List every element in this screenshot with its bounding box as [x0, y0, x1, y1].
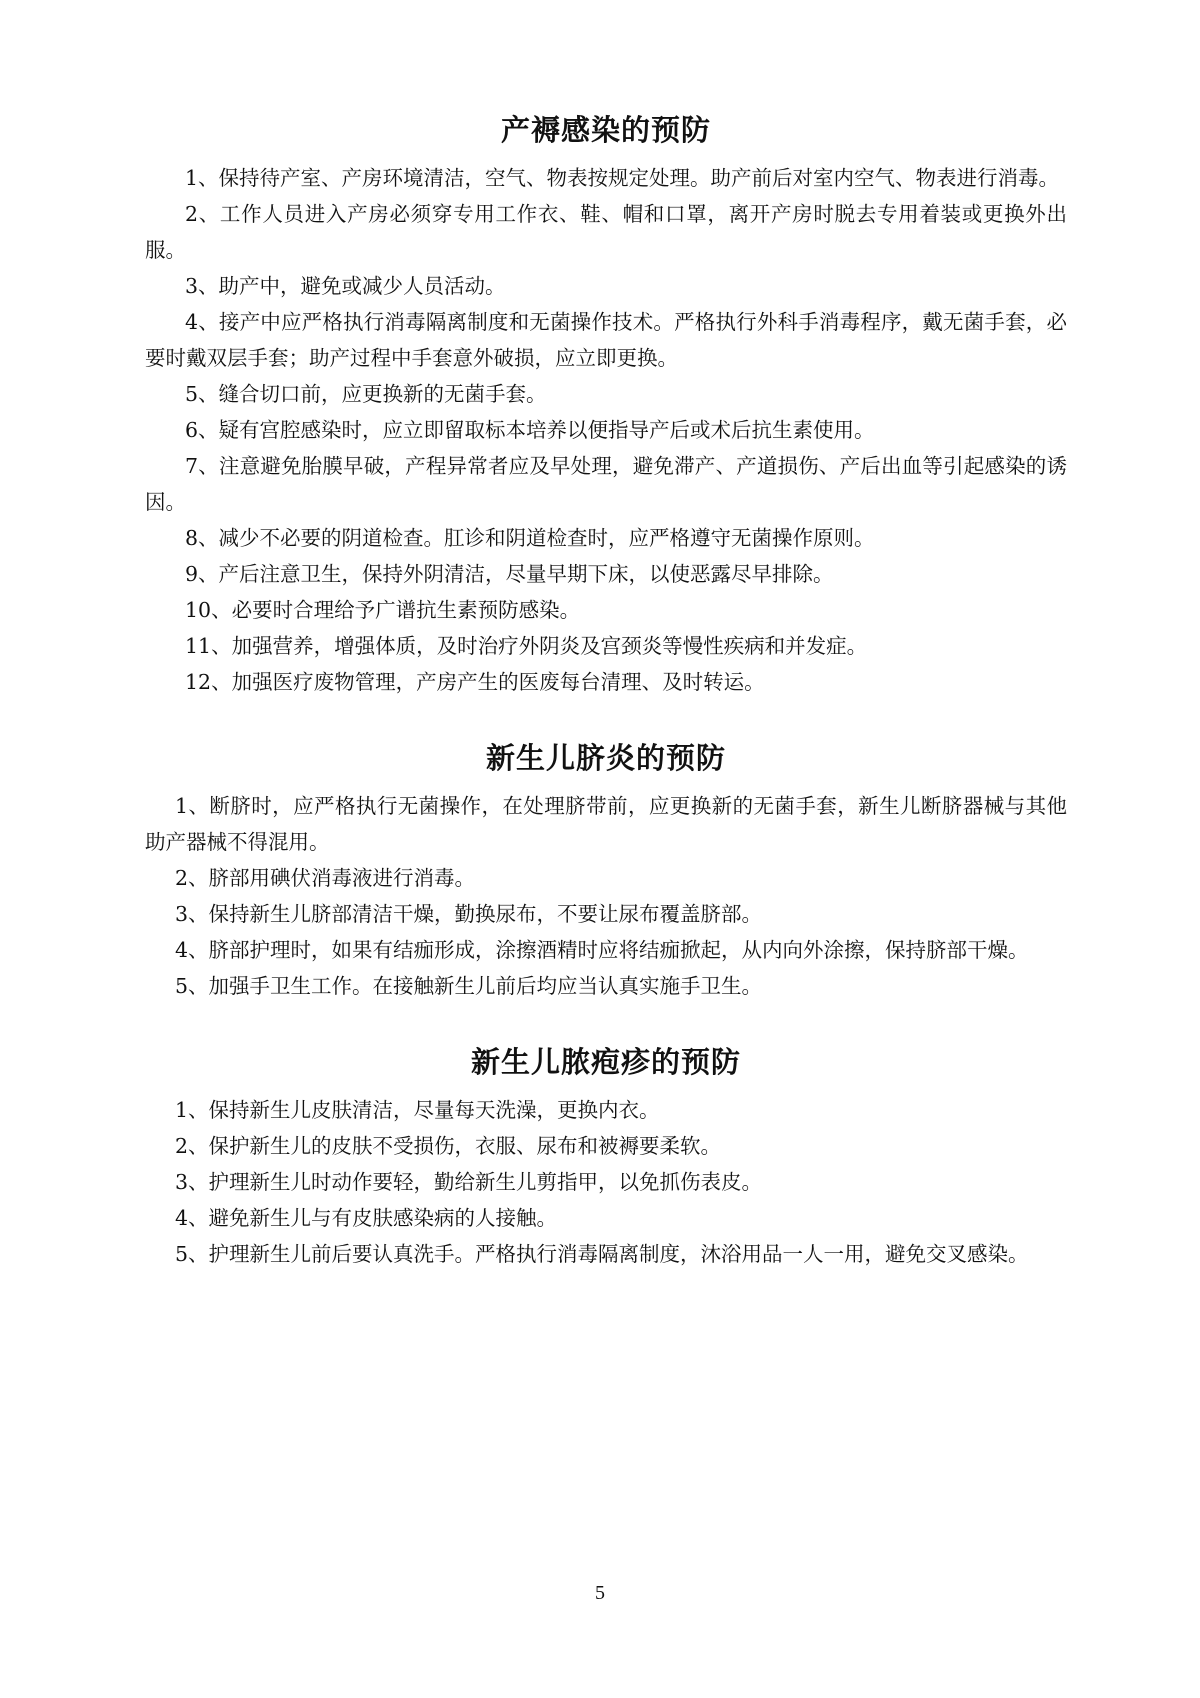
list-item: 1、保持待产室、产房环境清洁，空气、物表按规定处理。助产前后对室内空气、物表进行消毒。	[185, 166, 1060, 190]
document-page	[145, 100, 1067, 1300]
list-item: 3、护理新生儿时动作要轻，勤给新生儿剪指甲，以免抓伤表皮。	[175, 1170, 763, 1194]
list-item: 1、断脐时，应严格执行无菌操作，在处理脐带前，应更换新的无菌手套，新生儿断脐器械与其他助产器械不得混用。	[145, 794, 1067, 854]
section-neonatal-omphalitis	[145, 728, 1067, 1004]
list-item: 5、加强手卫生工作。在接触新生儿前后均应当认真实施手卫生。	[175, 974, 763, 998]
list-item: 4、脐部护理时，如果有结痂形成，涂擦酒精时应将结痂掀起，从内向外涂擦，保持脐部干燥。	[175, 938, 1029, 962]
list-item: 4、避免新生儿与有皮肤感染病的人接触。	[175, 1206, 558, 1230]
list-item: 6、疑有宫腔感染时，应立即留取标本培养以便指导产后或术后抗生素使用。	[185, 418, 875, 442]
list-item: 10、必要时合理给予广谱抗生素预防感染。	[185, 598, 581, 622]
list-item: 2、工作人员进入产房必须穿专用工作衣、鞋、帽和口罩，离开产房时脱去专用着装或更换外出服。	[145, 202, 1067, 262]
list-item: 5、缝合切口前，应更换新的无菌手套。	[185, 382, 547, 406]
section-title: 产褥感染的预防	[500, 113, 711, 147]
list-item: 4、接产中应严格执行消毒隔离制度和无菌操作技术。严格执行外科手消毒程序，戴无菌手套，必要时戴双层手套；助产过程中手套意外破损，应立即更换。	[145, 310, 1067, 370]
section-neonatal-impetigo	[145, 1032, 1067, 1272]
section-title: 新生儿脓疱疹的预防	[470, 1045, 741, 1079]
list-item: 11、加强营养，增强体质，及时治疗外阴炎及宫颈炎等慢性疾病和并发症。	[185, 634, 868, 658]
section-puerperal-infection	[145, 100, 1067, 700]
list-item: 8、减少不必要的阴道检查。肛诊和阴道检查时，应严格遵守无菌操作原则。	[185, 526, 875, 550]
list-item: 7、注意避免胎膜早破，产程异常者应及早处理，避免滞产、产道损伤、产后出血等引起感染的诱因。	[145, 454, 1067, 514]
list-item: 12、加强医疗废物管理，产房产生的医废每台清理、及时转运。	[185, 670, 765, 694]
list-item: 5、护理新生儿前后要认真洗手。严格执行消毒隔离制度，沐浴用品一人一用，避免交叉感染。	[175, 1242, 1029, 1266]
list-item: 3、助产中，避免或减少人员活动。	[185, 274, 506, 298]
list-item: 3、保持新生儿脐部清洁干燥，勤换尿布，不要让尿布覆盖脐部。	[175, 902, 763, 926]
section-title: 新生儿脐炎的预防	[485, 741, 726, 775]
list-item: 9、产后注意卫生，保持外阴清洁，尽量早期下床，以使恶露尽早排除。	[185, 562, 834, 586]
page-number: 5	[595, 1582, 605, 1604]
list-item: 1、保持新生儿皮肤清洁，尽量每天洗澡，更换内衣。	[175, 1098, 660, 1122]
list-item: 2、保护新生儿的皮肤不受损伤，衣服、尿布和被褥要柔软。	[175, 1134, 722, 1158]
list-item: 2、脐部用碘伏消毒液进行消毒。	[175, 866, 476, 890]
